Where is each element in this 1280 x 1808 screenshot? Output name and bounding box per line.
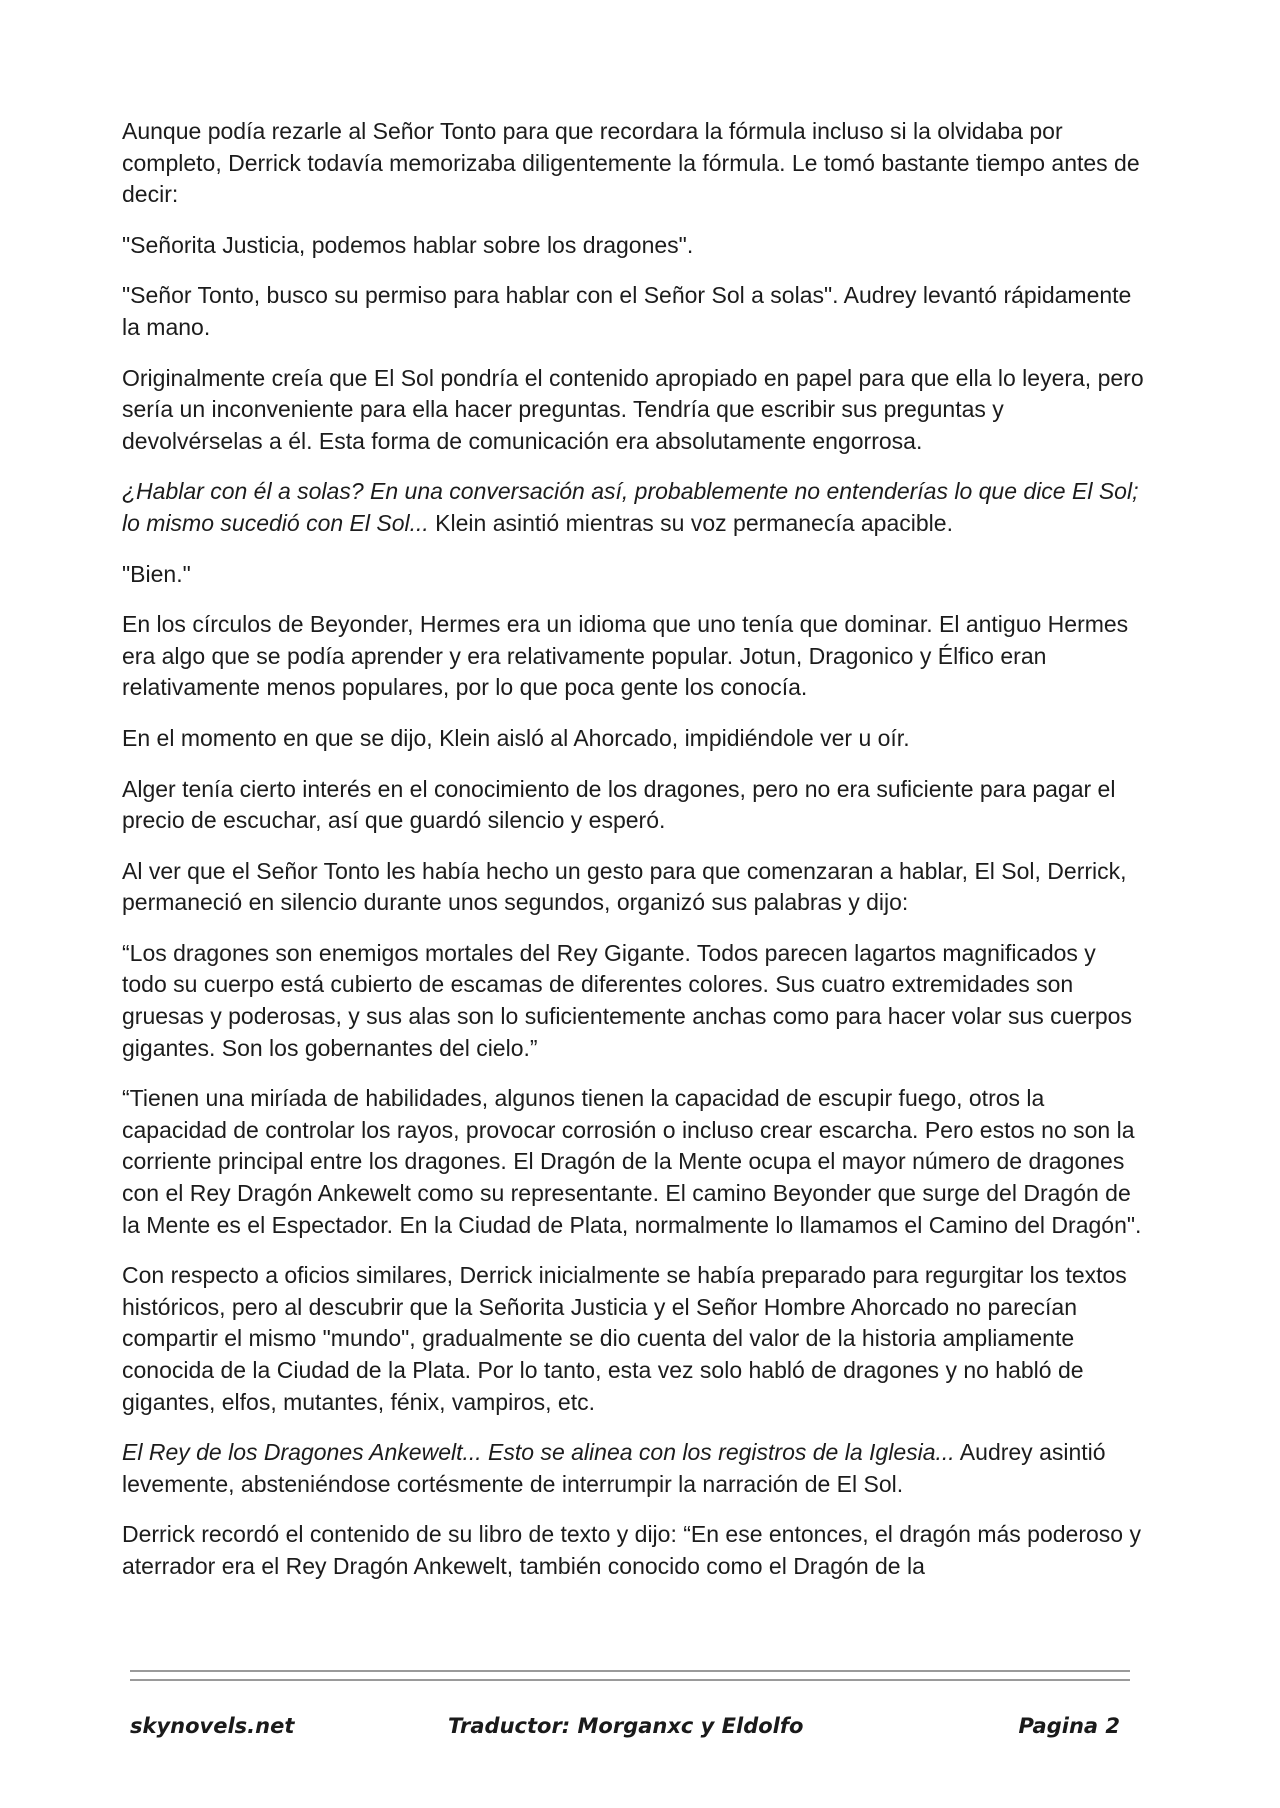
- paragraph-text: Al ver que el Señor Tonto les había hecho un gesto para que comenzaran a hablar, El Sol, Derrick, permaneció en silencio durante unos segundos, organizó sus palabras y dijo:: [122, 857, 1127, 916]
- paragraph: [122, 280, 1144, 343]
- footer-site: skynovels.net: [130, 1714, 295, 1738]
- paragraph-text: Alger tenía cierto interés en el conocimiento de los dragones, pero no era suficiente para pagar el precio de escuchar, así que guardó silencio y esperó.: [122, 775, 1116, 834]
- paragraph: [122, 1437, 1144, 1500]
- paragraph-text: Con respecto a oficios similares, Derrick inicialmente se había preparado para regurgitar los textos históricos, pero al descubrir que la Señorita Justicia y el Señor Hombre Ahorcado no parecían compartir el mismo "mundo", gradualmente se dio cuenta del valor de la historia ampliamente conocida de la Ciudad de la Plata. Por lo tanto, esta vez solo habló de dragones y no habló de gigantes, elfos, mutantes, fénix, vampiros, etc.: [122, 1262, 1127, 1415]
- paragraph-text: "Bien.": [122, 560, 191, 587]
- paragraph: [122, 1083, 1144, 1241]
- paragraph: [122, 476, 1144, 539]
- paragraph-text: "Señorita Justicia, podemos hablar sobre los dragones".: [122, 231, 694, 258]
- footer-divider-bottom: [130, 1679, 1130, 1681]
- paragraph: [122, 1260, 1144, 1418]
- paragraph: [122, 559, 1144, 591]
- italic-thought-text: ¿Hablar con él a solas? En una conversación así, probablemente no entenderías lo que dice El Sol; lo mismo sucedió con El Sol...: [122, 478, 1139, 536]
- paragraph: [122, 609, 1144, 704]
- paragraph: [122, 116, 1144, 211]
- italic-thought-text: El Rey de los Dragones Ankewelt... Esto se alinea con los registros de la Iglesia...: [122, 1439, 955, 1466]
- paragraph: [122, 723, 1144, 755]
- paragraph-text: Aunque podía rezarle al Señor Tonto para que recordara la fórmula incluso si la olvidaba por completo, Derrick todavía memorizaba diligentemente la fórmula. Le tomó bastante tiempo antes de decir:: [122, 118, 1140, 208]
- paragraph-text: Originalmente creía que El Sol pondría el contenido apropiado en papel para que ella lo leyera, pero sería un inconveniente para ella hacer preguntas. Tendría que escribir sus preguntas y devolvérselas a él. Esta forma de comunicación era absolutamente engorrosa.: [122, 364, 1144, 454]
- paragraph: [122, 1519, 1144, 1582]
- footer-translator: Traductor: Morganxc y Eldolfo: [448, 1714, 804, 1738]
- paragraph: [122, 774, 1144, 837]
- paragraph-text: "Señor Tonto, busco su permiso para hablar con el Señor Sol a solas". Audrey levantó rápidamente la mano.: [122, 282, 1132, 340]
- paragraph: [122, 938, 1144, 1064]
- footer-divider-top: [130, 1670, 1130, 1672]
- paragraph-text: En el momento en que se dijo, Klein aisló al Ahorcado, impidiéndole ver u oír.: [122, 724, 910, 751]
- paragraph-text: Klein asintió mientras su voz permanecía apacible.: [428, 509, 953, 536]
- paragraph-text: “Tienen una miríada de habilidades, algunos tienen la capacidad de escupir fuego, otros la capacidad de controlar los rayos, provocar corrosión o incluso crear escarcha. Pero estos no son la corriente principal entre los dragones. El Dragón de la Mente ocupa el mayor número de dragones con el Rey Dragón Ankewelt como su representante. El camino Beyonder que surge del Dragón de la Mente es el Espectador. En la Ciudad de Plata, normalmente lo llamamos el Camino del Dragón".: [122, 1085, 1142, 1238]
- paragraph: [122, 230, 1144, 262]
- page-footer: [130, 1714, 1130, 1744]
- paragraph-text: En los círculos de Beyonder, Hermes era un idioma que uno tenía que dominar. El antiguo Hermes era algo que se podía aprender y era relativamente popular. Jotun, Dragonico y Élfico eran relativamente menos populares, por lo que poca gente los conocía.: [122, 611, 1129, 701]
- paragraph-text: “Los dragones son enemigos mortales del Rey Gigante. Todos parecen lagartos magnificados y todo su cuerpo está cubierto de escamas de diferentes colores. Sus cuatro extremidades son gruesas y poderosas, y sus alas son lo suficientemente anchas como para hacer volar sus cuerpos gigantes. Son los gobernantes del cielo.”: [122, 939, 1132, 1061]
- paragraph-text: Derrick recordó el contenido de su libro de texto y dijo: “En ese entonces, el dragón más poderoso y aterrador era el Rey Dragón Ankewelt, también conocido como el Dragón de la: [122, 1521, 1141, 1579]
- paragraph: [122, 363, 1144, 458]
- paragraph-text: Audrey asintió levemente, absteniéndose cortésmente de interrumpir la narración de El Sol.: [122, 1439, 1106, 1497]
- document-body: [122, 116, 1144, 1602]
- footer-page-number: Pagina 2: [1018, 1714, 1120, 1738]
- paragraph: [122, 856, 1144, 919]
